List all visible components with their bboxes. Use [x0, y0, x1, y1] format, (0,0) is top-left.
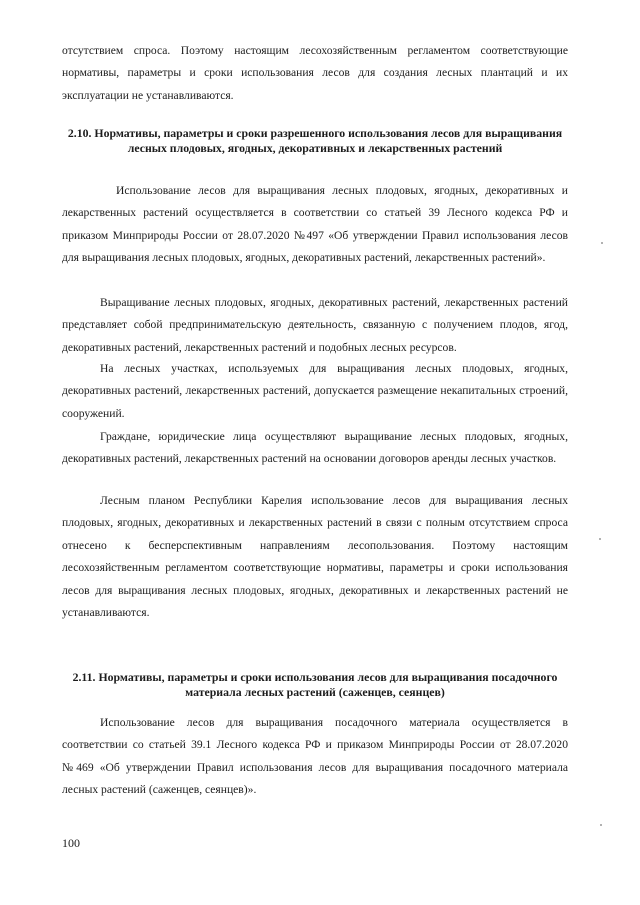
section-2-10-paragraph-1: Использование лесов для выращивания лесных плодовых, ягодных, декоративных и лекарственных растений осуществляется в соответствии со статьей 39 Лесного кодекса РФ и приказом Минприроды России от 28.07.2020 №497 «Об утверждении Правил использования лесов для выращивания лесных плодовых, ягодных, декоративных растений, лекарственных растений».	[62, 184, 568, 265]
section-2-11-paragraph-1: Использование лесов для выращивания посадочного материала осуществляется в соответствии со статьей 39.1 Лесного кодекса РФ и приказом Минприроды России от 28.07.2020 №469 «Об утверждении Правил использования лесов для выращивания посадочного материала лесных растений (саженцев, сеянцев)».	[62, 716, 568, 797]
scan-speck	[599, 538, 601, 540]
section-2-10-paragraph-4: Граждане, юридические лица осуществляют выращивание лесных плодовых, ягодных, декоративных растений, лекарственных растений на основании договоров аренды лесных участков.	[62, 430, 568, 466]
scan-speck	[600, 824, 602, 826]
scan-speck	[601, 242, 603, 244]
section-2-10-paragraph-2: Выращивание лесных плодовых, ягодных, декоративных растений, лекарственных растений представляет собой предпринимательскую деятельность, связанную с получением плодов, ягод, декоративных растений, лекарственных растений и подобных лесных ресурсов.	[62, 296, 568, 354]
page-number: 100	[62, 836, 80, 850]
intro-paragraph: отсутствием спроса. Поэтому настоящим лесохозяйственным регламентом соответствующие нормативы, параметры и сроки использования лесов для создания лесных плантаций и их эксплуатации не устанавливаются.	[62, 44, 568, 102]
section-2-10-paragraph-3: На лесных участках, используемых для выращивания лесных плодовых, ягодных, декоративных растений, лекарственных растений, допускается размещение некапитальных строений, сооружений.	[62, 362, 568, 420]
section-2-10-paragraph-5: Лесным планом Республики Карелия использование лесов для выращивания лесных плодовых, ягодных, декоративных и лекарственных растений в связи с полным отсутствием спроса отнесено к бесперспективным направлениям лесопользования. Поэтому настоящим лесохозяйственным регламентом соответствующие нормативы, параметры и сроки использования лесов для выращивания лесных плодовых, ягодных, декоративных и лекарственных растений не устанавливаются.	[62, 494, 568, 620]
section-heading-2-11: 2.11. Нормативы, параметры и сроки использования лесов для выращивания посадочного материала лесных растений (саженцев, сеянцев)	[72, 670, 558, 699]
section-heading-2-10: 2.10. Нормативы, параметры и сроки разрешенного использования лесов для выращивания лесных плодовых, ягодных, декоративных и лекарственных растений	[67, 126, 563, 155]
